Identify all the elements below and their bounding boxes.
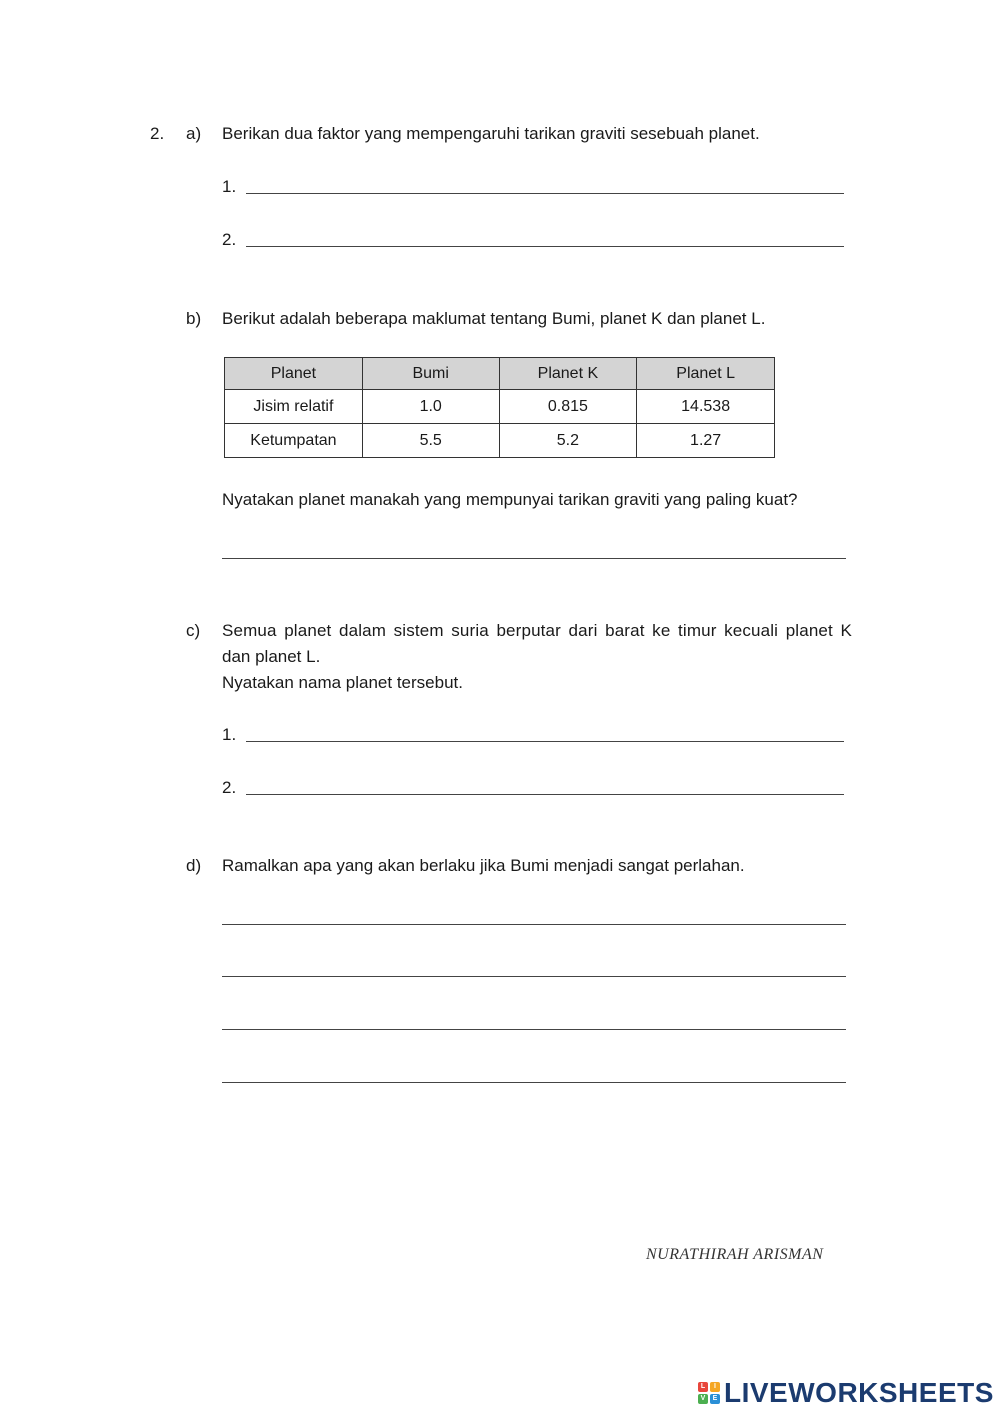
logo-text: LIVEWORKSHEETS xyxy=(724,1377,994,1408)
part-c-answer-1-number: 1. xyxy=(222,725,237,744)
part-c-answer-2-input[interactable] xyxy=(246,773,846,793)
table-cell: 5.2 xyxy=(499,424,637,458)
question-number: 2. xyxy=(150,124,165,143)
part-b-intro: Berikut adalah beberapa maklumat tentang Bumi, planet K dan planet L. xyxy=(222,309,766,328)
part-a-label: a) xyxy=(186,124,202,143)
part-d-question: Ramalkan apa yang akan berlaku jika Bumi menjadi sangat perlahan. xyxy=(222,856,745,875)
table-cell: 0.815 xyxy=(499,390,637,424)
part-d-answer-2-input[interactable] xyxy=(222,956,848,976)
part-c-answer-1-input[interactable] xyxy=(246,720,846,740)
table-row xyxy=(225,390,775,424)
logo-mark-cell: I xyxy=(710,1382,720,1392)
table-cell: Ketumpatan xyxy=(225,424,363,458)
table-cell: 1.27 xyxy=(637,424,775,458)
part-a-answer-2-input[interactable] xyxy=(246,225,846,245)
part-c-text-line-3: Nyatakan nama planet tersebut. xyxy=(222,673,463,692)
table-cell: 1.0 xyxy=(362,390,499,424)
part-c-text-line-1: Semua planet dalam sistem suria berputar dari barat ke timur kecuali planet K xyxy=(222,621,852,640)
part-b-label: b) xyxy=(186,309,202,328)
part-b-question: Nyatakan planet manakah yang mempunyai tarikan graviti yang paling kuat? xyxy=(222,490,798,509)
part-a-answer-2-line xyxy=(246,246,844,247)
table-header-cell: Planet L xyxy=(637,358,775,390)
table-cell: Jisim relatif xyxy=(225,390,363,424)
table-header-cell: Bumi xyxy=(362,358,499,390)
author-signature: NURATHIRAH ARISMAN xyxy=(646,1246,824,1263)
table-cell: 5.5 xyxy=(362,424,499,458)
table-header-row xyxy=(225,358,775,390)
part-a-answer-1-input[interactable] xyxy=(246,172,846,192)
part-c-text-line-2: dan planet L. xyxy=(222,647,321,666)
table-header-cell: Planet K xyxy=(499,358,637,390)
table-row xyxy=(225,424,775,458)
logo-mark-cell: V xyxy=(698,1394,708,1404)
part-a-question: Berikan dua faktor yang mempengaruhi tarikan graviti sesebuah planet. xyxy=(222,124,760,143)
liveworksheets-logo[interactable] xyxy=(698,1378,994,1408)
part-d-answer-3-input[interactable] xyxy=(222,1009,848,1029)
part-a-answer-2-number: 2. xyxy=(222,230,237,249)
table-header-cell: Planet xyxy=(225,358,363,390)
part-d-answer-1-input[interactable] xyxy=(222,904,848,924)
logo-mark-icon xyxy=(698,1382,720,1404)
table-cell: 14.538 xyxy=(637,390,775,424)
part-d-answer-4-line xyxy=(222,1082,846,1083)
logo-mark-cell: E xyxy=(710,1394,720,1404)
part-d-answer-3-line xyxy=(222,1029,846,1030)
part-c-answer-1-line xyxy=(246,741,844,742)
planet-data-table xyxy=(224,357,775,458)
part-b-answer-line xyxy=(222,558,846,559)
part-c-answer-2-line xyxy=(246,794,844,795)
part-c-label: c) xyxy=(186,621,201,640)
part-c-answer-2-number: 2. xyxy=(222,778,237,797)
part-d-answer-4-input[interactable] xyxy=(222,1062,848,1082)
part-d-answer-1-line xyxy=(222,924,846,925)
logo-mark-cell: L xyxy=(698,1382,708,1392)
part-d-label: d) xyxy=(186,856,202,875)
part-b-answer-input[interactable] xyxy=(222,538,848,558)
part-d-answer-2-line xyxy=(222,976,846,977)
part-a-answer-1-number: 1. xyxy=(222,177,237,196)
part-a-answer-1-line xyxy=(246,193,844,194)
